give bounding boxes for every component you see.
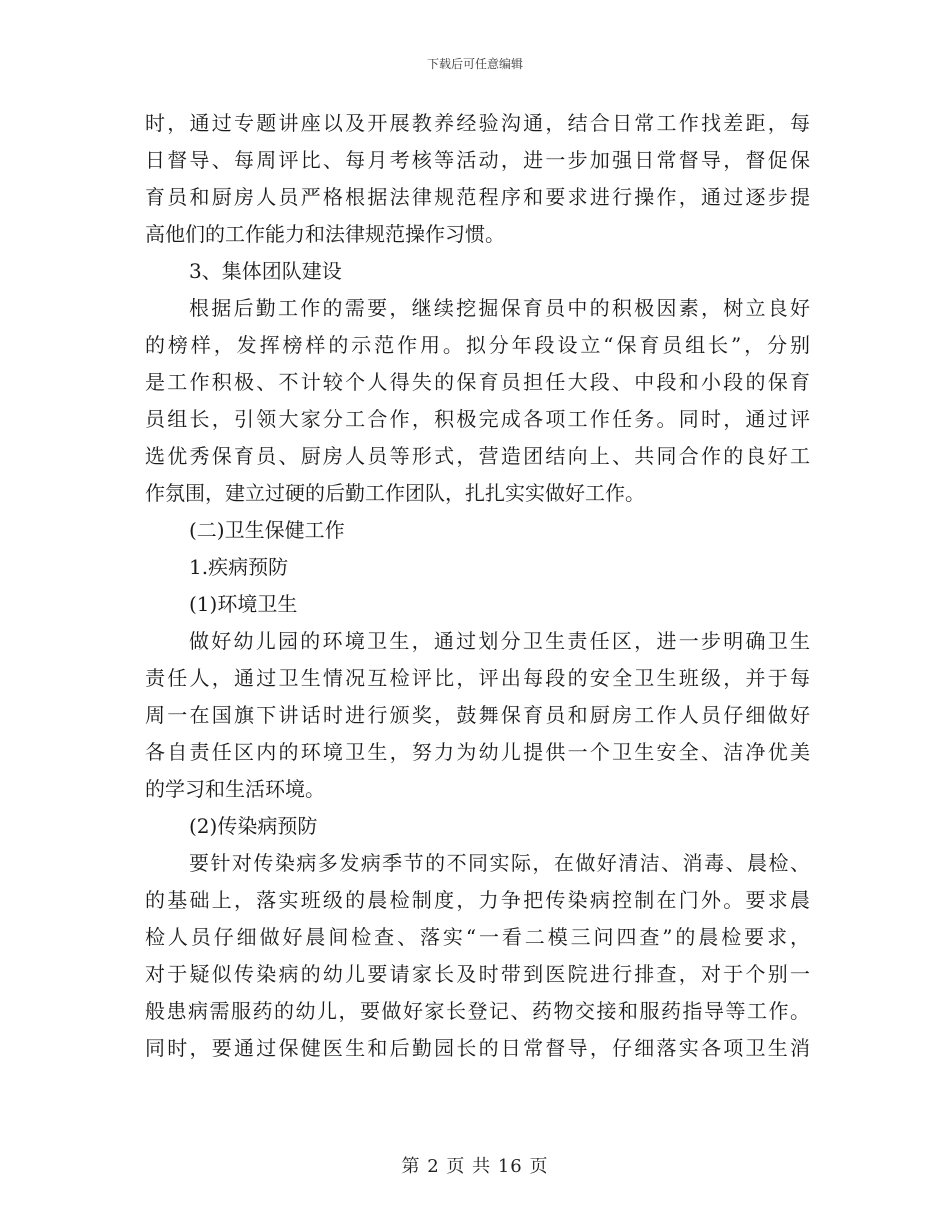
text-line: 般患病需服药的幼儿，要做好家长登记、药物交接和服药指导等工作。: [145, 999, 810, 1023]
text-line: 根据后勤工作的需要，继续挖掘保育员中的积极因素，树立良好: [189, 296, 810, 320]
text-line: (二)卫生保健工作: [189, 518, 345, 542]
text-line: 作氛围，建立过硬的后勤工作团队，扎扎实实做好工作。: [145, 481, 645, 505]
text-line: 做好幼儿园的环境卫生，通过划分卫生责任区，进一步明确卫生: [189, 629, 810, 653]
text-line: 日督导、每周评比、每月考核等活动，进一步加强日常督导，督促保: [145, 148, 810, 172]
text-line: 检人员仔细做好晨间检查、落实“一看二模三问四查”的晨检要求，: [145, 925, 810, 949]
text-line: 高他们的工作能力和法律规范操作习惯。: [145, 222, 505, 246]
page-header: 下载后可任意编辑: [426, 57, 523, 71]
text-line: (1)环境卫生: [189, 592, 298, 616]
text-line: 责任人，通过卫生情况互检评比，评出每段的安全卫生班级，并于每: [145, 666, 810, 690]
text-line: 选优秀保育员、厨房人员等形式，营造团结向上、共同合作的良好工: [145, 444, 810, 468]
text-line: 各自责任区内的环境卫生，努力为幼儿提供一个卫生安全、洁净优美: [145, 740, 810, 764]
text-line: 周一在国旗下讲话时进行颁奖，鼓舞保育员和厨房工作人员仔细做好: [145, 703, 810, 727]
text-line: 的榜样，发挥榜样的示范作用。拟分年段设立“保育员组长”，分别: [145, 333, 810, 357]
text-line: 要针对传染病多发病季节的不同实际，在做好清洁、消毒、晨检、: [189, 851, 810, 875]
text-line: 3、集体团队建设: [189, 259, 342, 283]
text-line: 是工作积极、不计较个人得失的保育员担任大段、中段和小段的保育: [145, 370, 810, 394]
text-line: 育员和厨房人员严格根据法律规范程序和要求进行操作，通过逐步提: [145, 185, 810, 209]
text-line: 时，通过专题讲座以及开展教养经验沟通，结合日常工作找差距，每: [145, 111, 810, 135]
text-line: 同时，要通过保健医生和后勤园长的日常督导，仔细落实各项卫生消: [145, 1036, 810, 1060]
page-footer: 第 2 页 共 16 页: [401, 1156, 549, 1177]
text-line: 1.疾病预防: [189, 555, 289, 579]
text-line: 对于疑似传染病的幼儿要请家长及时带到医院进行排查，对于个别一: [145, 962, 810, 986]
document-body: [145, 105, 810, 1067]
text-line: 员组长，引领大家分工合作，积极完成各项工作任务。同时，通过评: [145, 407, 810, 431]
text-line: (2)传染病预防: [189, 814, 318, 838]
text-line: 的基础上，落实班级的晨检制度，力争把传染病控制在门外。要求晨: [145, 888, 810, 912]
text-line: 的学习和生活环境。: [145, 777, 325, 801]
